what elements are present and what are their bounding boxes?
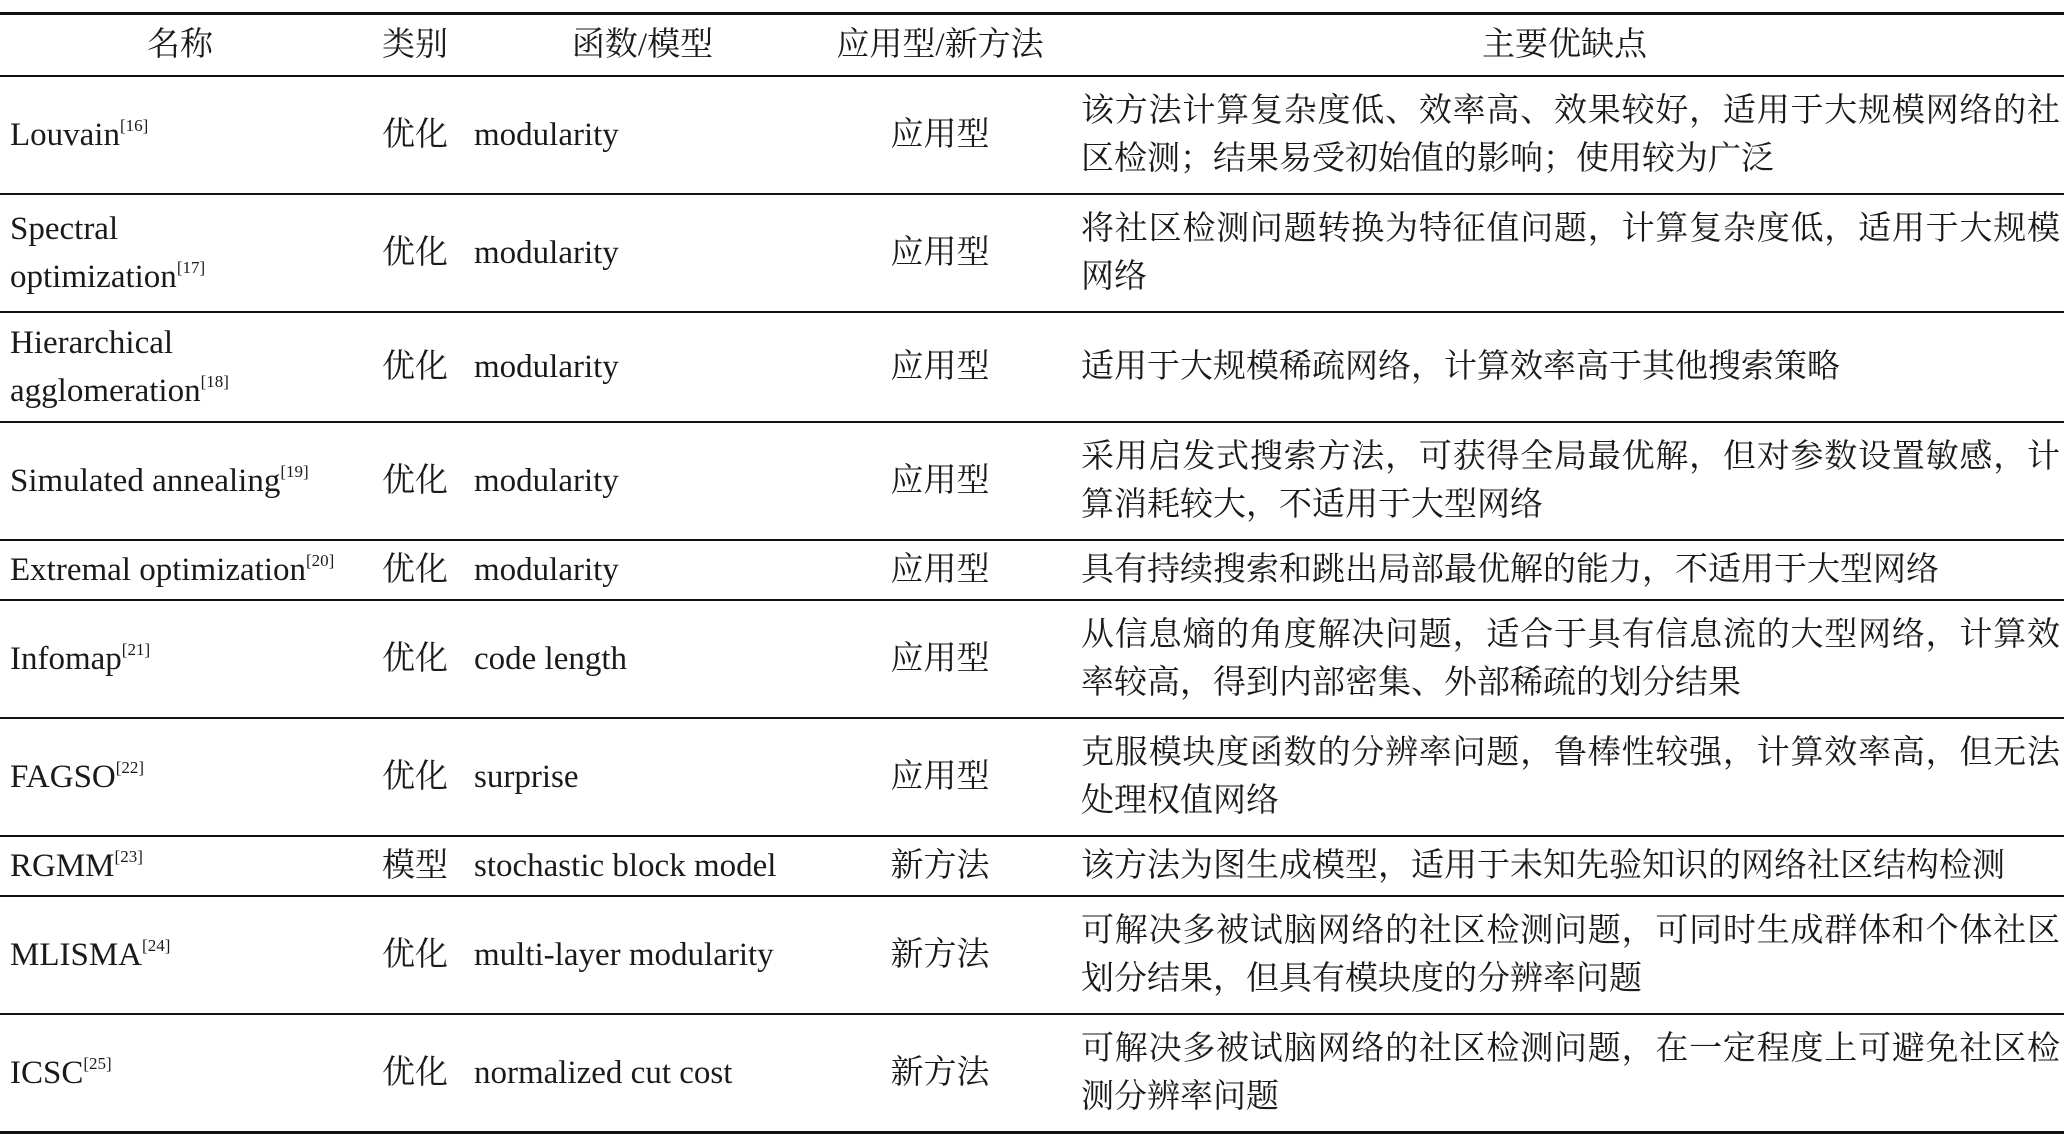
table-row: [0, 540, 2064, 600]
cell-function: modularity: [474, 463, 619, 499]
table-body: [0, 76, 2064, 1132]
method-name-text: Spectral: [10, 211, 119, 247]
cell-type: 应用型: [890, 759, 990, 795]
header-name: 名称: [147, 27, 213, 63]
cell-category: 优化: [382, 463, 448, 499]
header-category: 类别: [382, 27, 448, 63]
cell-function: code length: [474, 641, 628, 677]
cell-name: [0, 76, 360, 194]
table-row: [0, 194, 2064, 312]
table-row: [0, 76, 2064, 194]
method-name-line: [10, 546, 360, 594]
cell-notes: 可解决多被试脑网络的社区检测问题，在一定程度上可避免社区检测分辨率问题: [1081, 1030, 2060, 1115]
method-name-line: [10, 1049, 360, 1097]
table-row: [0, 1014, 2064, 1132]
header-function: 函数/模型: [571, 27, 714, 63]
cell-category: 优化: [382, 1054, 448, 1091]
cell-category: 优化: [382, 235, 448, 271]
method-name-text: optimization: [10, 259, 177, 295]
method-name-text: RGMM: [10, 848, 115, 884]
cell-function: modularity: [474, 235, 619, 271]
reference-number: [17]: [176, 258, 206, 277]
cell-category: 模型: [382, 848, 448, 884]
cell-name: [0, 836, 360, 896]
cell-name: [0, 718, 360, 836]
table-header: [0, 14, 2064, 77]
cell-function: multi-layer modularity: [474, 937, 774, 973]
table-row: [0, 718, 2064, 836]
table-row: [0, 836, 2064, 896]
cell-type: 新方法: [890, 937, 990, 973]
method-name-line: [10, 842, 360, 890]
method-name-line: [10, 319, 360, 367]
method-name-text: MLISMA: [10, 937, 143, 973]
cell-function: modularity: [474, 349, 619, 385]
table-row: [0, 422, 2064, 540]
cell-name: [0, 194, 360, 312]
cell-function: modularity: [474, 117, 619, 153]
cell-type: 应用型: [890, 349, 990, 385]
header-row: [0, 14, 2064, 77]
cell-name: [0, 540, 360, 600]
cell-notes: 该方法为图生成模型，适用于未知先验知识的网络社区结构检测: [1081, 848, 2005, 884]
method-name-line: [10, 457, 360, 505]
cell-function: surprise: [474, 759, 579, 795]
method-name-text: FAGSO: [10, 759, 116, 795]
cell-notes: 适用于大规模稀疏网络，计算效率高于其他搜索策略: [1081, 349, 1840, 385]
cell-notes: 从信息熵的角度解决问题，适合于具有信息流的大型网络，计算效率较高，得到内部密集、外部稀疏的划分结果: [1081, 617, 2060, 701]
cell-type: 应用型: [890, 117, 990, 153]
cell-notes: 可解决多被试脑网络的社区检测问题，可同时生成群体和个体社区划分结果，但具有模块度的分辨率问题: [1081, 913, 2060, 997]
reference-number: [24]: [142, 936, 171, 955]
cell-category: 优化: [382, 117, 448, 153]
method-name-text: Extremal optimization: [10, 552, 307, 588]
method-name-line: [10, 367, 360, 415]
method-name-line: [10, 111, 360, 159]
method-name-line: [10, 753, 360, 801]
reference-number: [19]: [280, 462, 309, 481]
reference-number: [22]: [115, 758, 145, 777]
cell-name: [0, 896, 360, 1014]
cell-name: [0, 600, 360, 718]
cell-notes: 采用启发式搜索方法，可获得全局最优解，但对参数设置敏感，计算消耗较大，不适用于大型网络: [1081, 439, 2060, 523]
cell-type: 新方法: [890, 1054, 990, 1091]
method-name-text: Louvain: [10, 117, 120, 153]
reference-number: [20]: [306, 551, 335, 570]
method-name-line: [10, 635, 360, 683]
method-name-text: Infomap: [10, 641, 122, 677]
cell-name: [0, 312, 360, 422]
methods-comparison-table: [0, 12, 2064, 1134]
cell-category: 优化: [382, 552, 448, 588]
table-row: [0, 896, 2064, 1014]
reference-number: [18]: [200, 372, 229, 391]
reference-number: [16]: [119, 116, 149, 135]
reference-number: [25]: [83, 1053, 112, 1073]
cell-notes: 将社区检测问题转换为特征值问题，计算复杂度低，适用于大规模网络: [1081, 211, 2060, 295]
header-notes: 主要优缺点: [1482, 27, 1647, 63]
cell-type: 应用型: [890, 552, 990, 588]
cell-category: 优化: [382, 349, 448, 385]
method-name-line: [10, 205, 360, 253]
method-name-line: [10, 931, 360, 979]
table-row: [0, 600, 2064, 718]
cell-notes: 克服模块度函数的分辨率问题，鲁棒性较强，计算效率高，但无法处理权值网络: [1081, 735, 2060, 819]
cell-category: 优化: [382, 759, 448, 795]
cell-type: 应用型: [890, 463, 990, 499]
cell-type: 应用型: [890, 641, 990, 677]
cell-name: [0, 422, 360, 540]
cell-function: stochastic block model: [474, 848, 777, 884]
cell-function: modularity: [474, 552, 619, 588]
cell-type: 应用型: [890, 235, 990, 271]
header-type: 应用型/新方法: [836, 27, 1044, 63]
reference-number: [23]: [114, 847, 143, 866]
cell-category: 优化: [382, 937, 448, 973]
cell-function: normalized cut cost: [474, 1054, 733, 1091]
cell-name: [0, 1014, 360, 1132]
cell-category: 优化: [382, 641, 448, 677]
reference-number: [21]: [121, 640, 151, 659]
method-name-text: agglomeration: [10, 373, 201, 409]
method-name-text: ICSC: [10, 1054, 84, 1091]
method-name-text: Simulated annealing: [10, 463, 281, 499]
method-name-text: Hierarchical: [10, 325, 174, 361]
cell-notes: 具有持续搜索和跳出局部最优解的能力，不适用于大型网络: [1081, 552, 1939, 588]
cell-notes: 该方法计算复杂度低、效率高、效果较好，适用于大规模网络的社区检测；结果易受初始值的影响；使用较为广泛: [1081, 93, 2060, 177]
method-name-line: [10, 253, 360, 301]
cell-type: 新方法: [890, 848, 990, 884]
table-row: [0, 312, 2064, 422]
